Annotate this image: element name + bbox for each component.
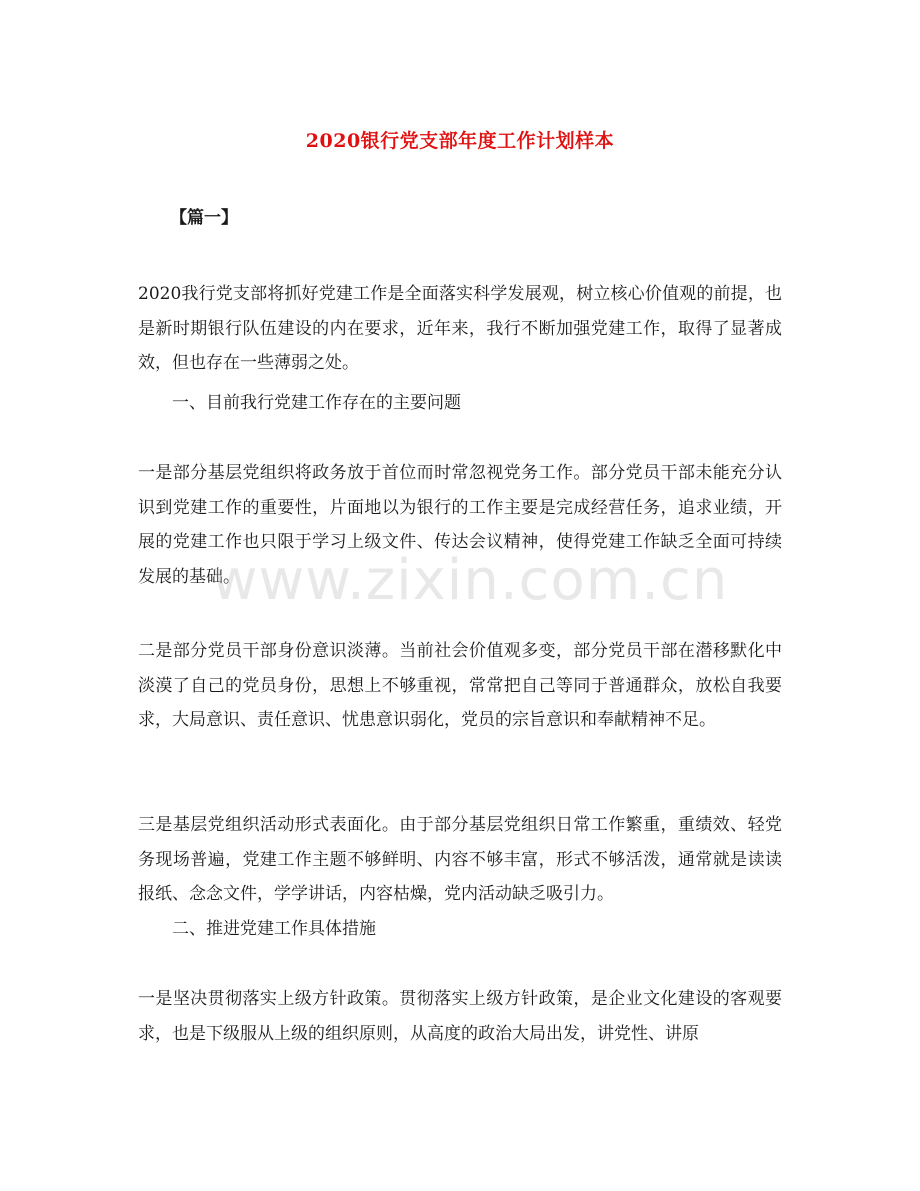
intro-paragraph: 2020我行党支部将抓好党建工作是全面落实科学发展观，树立核心价值观的前提，也是新时期银行队伍建设的内在要求，近年来，我行不断加强党建工作，取得了显著成效，但也存在一些薄弱之处。 [138, 284, 782, 373]
document-title: 2020银行党支部年度工作计划样本 [305, 130, 615, 152]
heading-measures: 二、推进党建工作具体措施 [172, 919, 376, 939]
watermark: www.zixin.com.cn [211, 548, 729, 613]
section-tag: 【篇一】 [170, 208, 238, 228]
problem-paragraph-3: 三是基层党组织活动形式表面化。由于部分基层党组织日常工作繁重，重绩效、轻党务现场普遍，党建工作主题不够鲜明、内容不够丰富，形式不够活泼，通常就是读读报纸、念念文件，学学讲话，内容枯燥，党内活动缺乏吸引力。 [138, 815, 782, 904]
heading-problems: 一、目前我行党建工作存在的主要问题 [172, 393, 461, 413]
problem-paragraph-1: 一是部分基层党组织将政务放于首位而时常忽视党务工作。部分党员干部未能充分认识到党建工作的重要性，片面地以为银行的工作主要是完成经营任务，追求业绩，开展的党建工作也只限于学习上级文件、传达会议精神，使得党建工作缺乏全面可持续发展的基础。 [138, 463, 782, 587]
measure-paragraph-1: 一是坚决贯彻落实上级方针政策。贯彻落实上级方针政策，是企业文化建设的客观要求，也是下级服从上级的组织原则，从高度的政治大局出发，讲党性、讲原 [138, 989, 782, 1044]
problem-paragraph-2: 二是部分党员干部身份意识淡薄。当前社会价值观多变，部分党员干部在潜移默化中淡漠了自己的党员身份，思想上不够重视，常常把自己等同于普通群众，放松自我要求，大局意识、责任意识、忧患意识弱化，党员的宗旨意识和奉献精神不足。 [138, 641, 782, 730]
